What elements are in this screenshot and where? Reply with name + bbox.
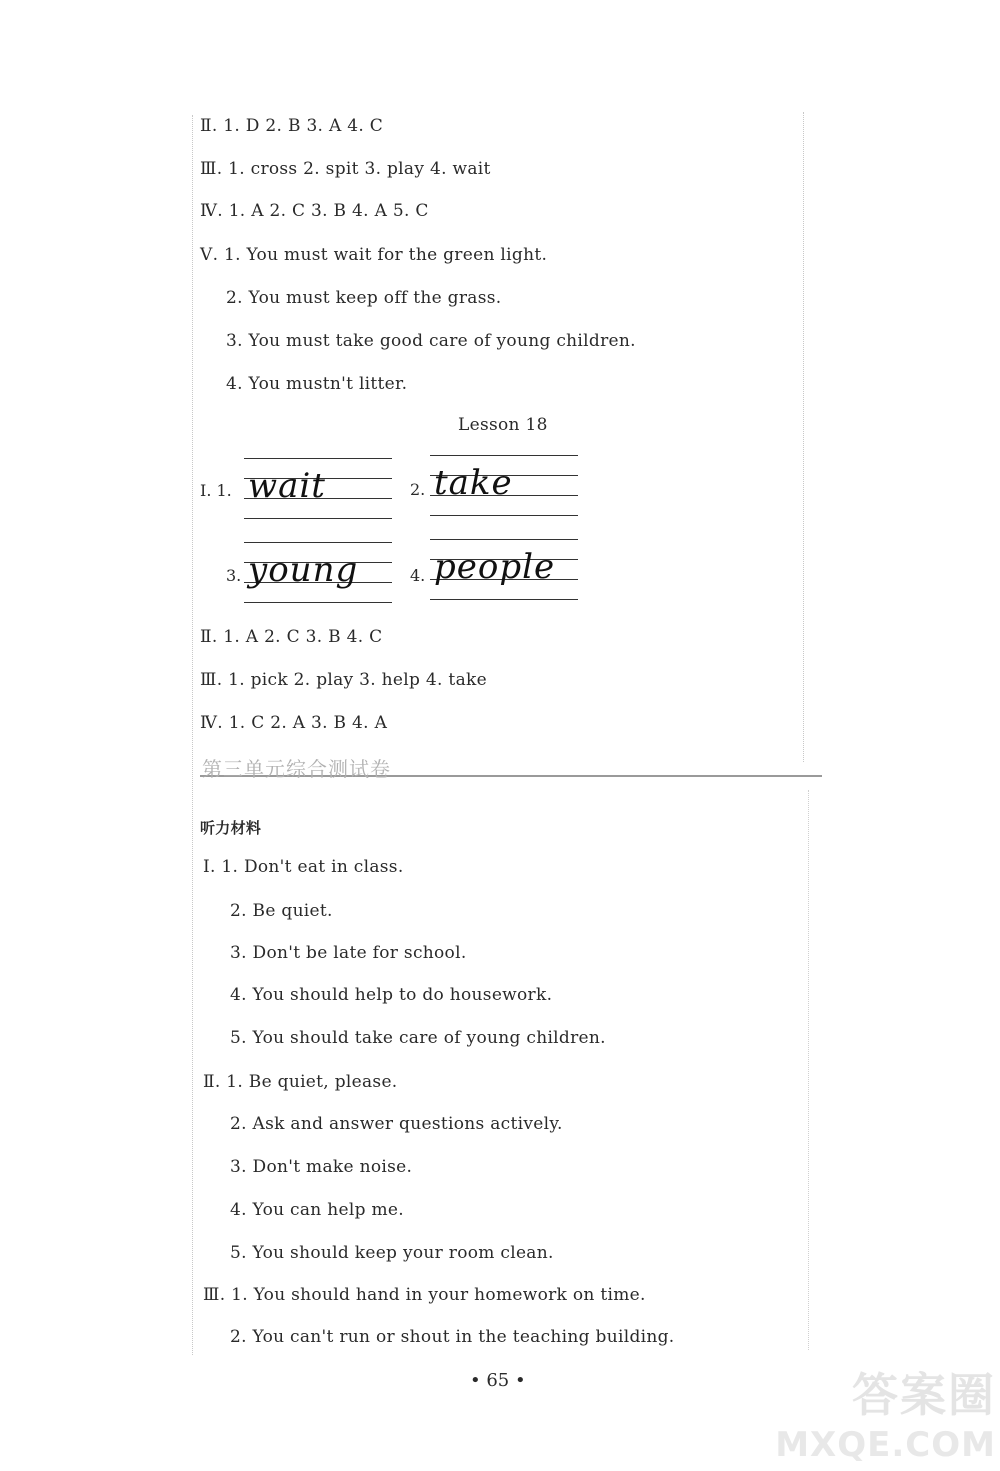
listening-line: 2. Ask and answer questions actively. (230, 1114, 563, 1134)
listening-line: 4. You can help me. (230, 1200, 404, 1220)
handwriting-box-4 (430, 539, 580, 599)
listening-line: Ⅰ. 1. Don't eat in class. (203, 857, 404, 877)
handwritten-word: wait (248, 466, 326, 506)
listening-line: Ⅱ. 1. Be quiet, please. (203, 1072, 398, 1092)
left-dotted-rule (192, 115, 193, 1355)
listening-line: 2. You can't run or shout in the teaching building. (230, 1327, 675, 1347)
listening-line: 5. You should keep your room clean. (230, 1243, 554, 1263)
handwriting-section-label: Ⅰ. 1. (200, 481, 232, 500)
listening-heading: 听力材料 (200, 819, 262, 837)
handwritten-word: take (434, 463, 513, 503)
listening-line: 3. Don't make noise. (230, 1157, 413, 1177)
unit-test-title: 第三单元综合测试卷 (202, 757, 391, 781)
handwriting-box-2 (430, 455, 580, 515)
right-dotted-rule (803, 112, 804, 762)
lesson18-answer-ii: Ⅱ. 1. A 2. C 3. B 4. C (200, 627, 383, 647)
answer-line-v4: 4. You mustn't litter. (226, 374, 408, 394)
listening-line: 2. Be quiet. (230, 901, 333, 921)
handwriting-num-3: 3. (226, 566, 242, 585)
lesson18-answer-iv: Ⅳ. 1. C 2. A 3. B 4. A (200, 713, 388, 733)
handwriting-box-3 (244, 542, 394, 602)
listening-line: 3. Don't be late for school. (230, 943, 467, 963)
handwriting-num-2: 2. (410, 480, 426, 499)
handwriting-box-1 (244, 458, 394, 518)
answer-line-ii: Ⅱ. 1. D 2. B 3. A 4. C (200, 116, 384, 136)
handwritten-word: people (434, 547, 556, 587)
right-dotted-rule-lower (808, 790, 809, 1350)
listening-line: 4. You should help to do housework. (230, 985, 553, 1005)
listening-line: Ⅲ. 1. You should hand in your homework on time. (203, 1285, 646, 1305)
watermark (775, 1359, 996, 1465)
answer-line-v3: 3. You must take good care of young children. (226, 331, 636, 351)
watermark-title: 答案圈 (852, 1368, 996, 1422)
handwritten-word: young (248, 550, 359, 590)
answer-line-iii: Ⅲ. 1. cross 2. spit 3. play 4. wait (200, 159, 491, 179)
unit-test-header (200, 755, 822, 781)
answer-line-v1: Ⅴ. 1. You must wait for the green light. (200, 245, 548, 265)
answer-line-v2: 2. You must keep off the grass. (226, 288, 502, 308)
watermark-url: MXQE.COM (775, 1425, 996, 1465)
page-number: • 65 • (470, 1370, 526, 1391)
lesson18-answer-iii: Ⅲ. 1. pick 2. play 3. help 4. take (200, 670, 487, 690)
lesson-title: Lesson 18 (458, 415, 548, 435)
handwriting-num-4: 4. (410, 566, 426, 585)
listening-line: 5. You should take care of young children. (230, 1028, 606, 1048)
answer-line-iv: Ⅳ. 1. A 2. C 3. B 4. A 5. C (200, 201, 429, 221)
